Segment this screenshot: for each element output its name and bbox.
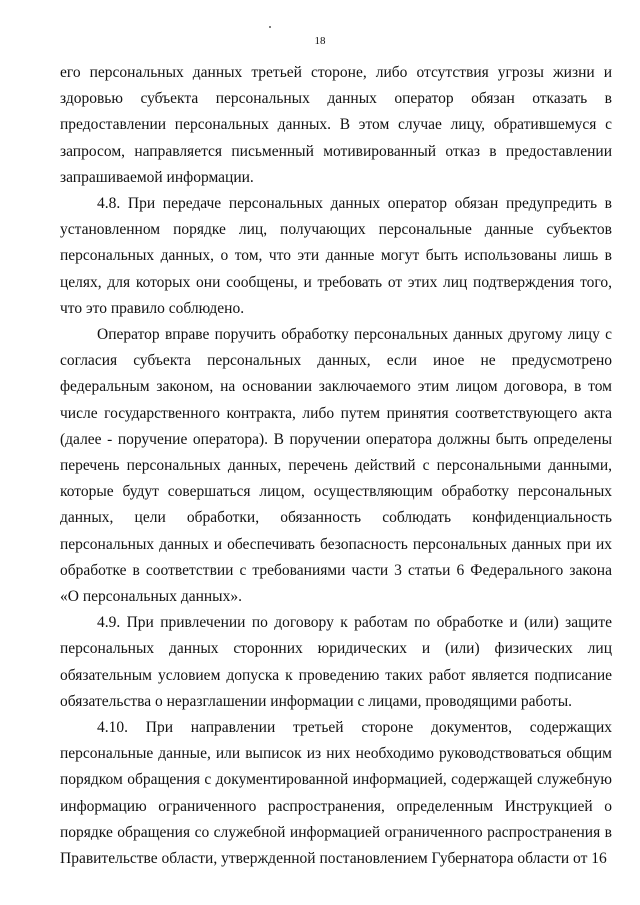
page-number: 18 (314, 35, 326, 47)
paragraph-4-8: 4.8. При передаче персональных данных оператор обязан предупредить в установленном порядке лиц, получающих персональные данные субъектов персональных данных, о том, что эти данные могут быть использованы лишь в целях, для которых они сообщены, и требовать от этих лиц подтверждения того, что это правило соблюдено. (60, 195, 612, 317)
paragraph-operator-assignment: Оператор вправе поручить обработку персональных данных другому лицу с согласия субъекта персональных данных, если иное не предусмотрено федеральным законом, на основании заключаемого этим лицом договора, в том числе государственного контракта, либо путем принятия соответствующего акта (далее - поручение оператора). В поручении оператора должны быть определены перечень персональных данных, перечень действий с персональными данными, которые будут совершаться лицом, осуществляющим обработку персональных данных, цели обработки, обязанность соблюдать конфиденциальность персональных данных и обеспечивать безопасность персональных данных при их обработке в соответствии с требованиями части 3 статьи 6 Федерального закона «О персональных данных». (60, 326, 612, 606)
scan-speck (269, 26, 271, 28)
paragraph-4-9: 4.9. При привлечении по договору к работам по обработке и (или) защите персональных данных сторонних юридических и (или) физических лиц обязательным условием допуска к проведению таких работ является подписание обязательства о неразглашении информации с лицами, проводящими работы. (60, 614, 612, 710)
paragraph-continuation: его персональных данных третьей стороне, либо отсутствия угрозы жизни и здоровью субъекта персональных данных оператор обязан отказать в предоставлении персональных данных. В этом случае лицу, обратившемуся с запросом, направляется письменный мотивированный отказ в предоставлении запрашиваемой информации. (60, 64, 612, 186)
paragraph-4-10: 4.10. При направлении третьей стороне документов, содержащих персональные данные, или выписок из них необходимо руководствоваться общим порядком обращения с документированной информацией, содержащей служебную информацию ограниченного распространения, определенным Инструкцией о порядке обращения со служебной информацией ограниченного распространения в Правительстве области, утвержденной постановлением Губернатора области от 16 (60, 719, 612, 868)
document-body (60, 60, 612, 872)
